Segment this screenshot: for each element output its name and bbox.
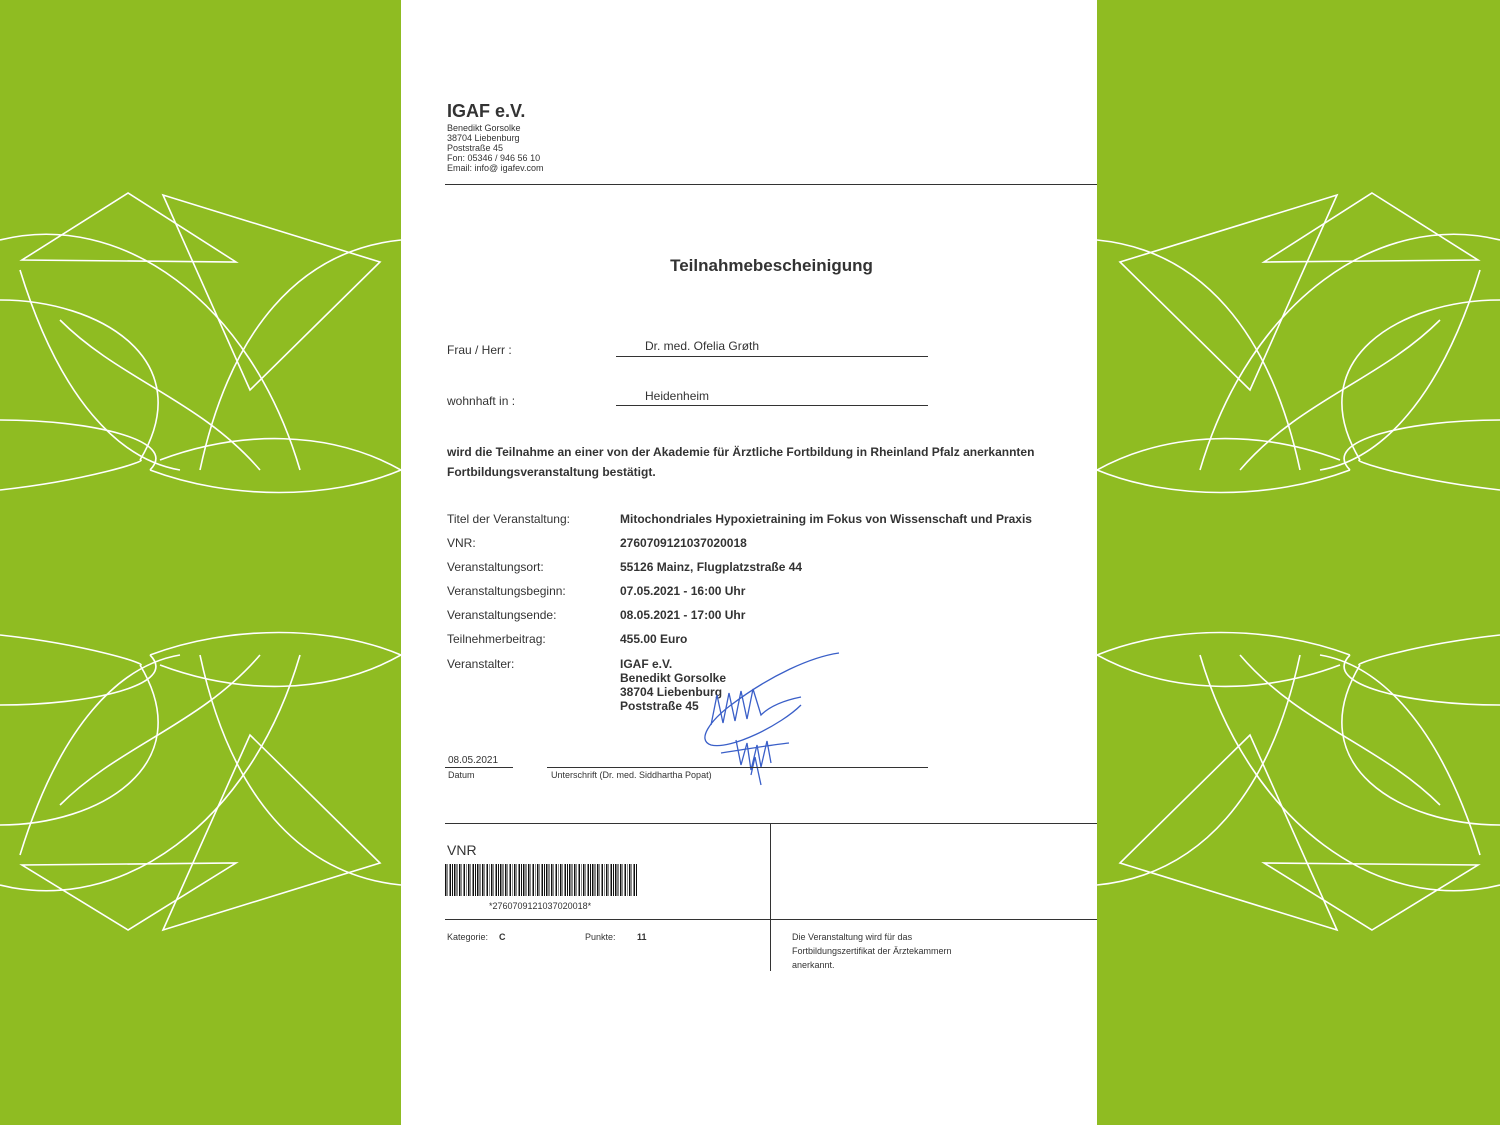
host-line: 38704 Liebenburg <box>620 685 723 699</box>
signature-label: Unterschrift (Dr. med. Siddhartha Popat) <box>551 770 712 780</box>
participant-name: Dr. med. Ofelia Grøth <box>645 339 760 353</box>
vnr-barcode <box>445 864 637 896</box>
recognition-note-line: Die Veranstaltung wird für das <box>792 932 913 942</box>
organizer-address-line: 38704 Liebenburg <box>447 133 520 143</box>
event-start: 07.05.2021 - 16:00 Uhr <box>620 584 746 598</box>
confirmation-statement: wird die Teilnahme an einer von der Akademie für Ärztliche Fortbildung in Rheinland Pfalz anerkannten Fortbildungsveranstaltung bestätigt. <box>447 445 1035 479</box>
handwritten-signature-icon <box>691 645 851 795</box>
event-location: 55126 Mainz, Flugplatzstraße 44 <box>620 560 803 574</box>
event-end: 08.05.2021 - 17:00 Uhr <box>620 608 746 622</box>
detail-label: Teilnehmerbeitrag: <box>447 632 546 646</box>
ornament-pattern-left <box>0 0 401 1125</box>
footer-top-divider <box>445 823 1097 824</box>
signature-underline <box>547 767 928 768</box>
signature-date: 08.05.2021 <box>448 755 499 766</box>
host-line: Poststraße 45 <box>620 699 699 713</box>
header-divider <box>445 184 1097 185</box>
date-underline <box>445 767 513 768</box>
barcode-text: *2760709121037020018* <box>489 901 592 911</box>
host-line: Benedikt Gorsolke <box>620 671 727 685</box>
points-label: Punkte: <box>585 932 616 942</box>
name-underline <box>616 356 928 357</box>
organizer-email: Email: info@ igafev.com <box>447 163 544 173</box>
footer-middle-divider <box>445 919 1097 920</box>
detail-label: Titel der Veranstaltung: <box>447 512 570 526</box>
name-label: Frau / Herr : <box>447 343 512 357</box>
certificate-document <box>401 0 1097 1125</box>
category-value: C <box>499 932 506 942</box>
event-title: Mitochondriales Hypoxietraining im Fokus von Wissenschaft und Praxis <box>620 512 1032 526</box>
left-decorative-panel <box>0 0 401 1125</box>
event-vnr: 2760709121037020018 <box>620 536 747 550</box>
points-value: 11 <box>637 932 647 942</box>
residence-underline <box>616 405 928 406</box>
detail-label: Veranstaltungsort: <box>447 560 544 574</box>
organizer-phone: Fon: 05346 / 946 56 10 <box>447 153 541 163</box>
participant-residence: Heidenheim <box>645 389 710 403</box>
document-title: Teilnahmebescheinigung <box>670 256 873 275</box>
residence-label: wohnhaft in : <box>447 394 516 408</box>
detail-label: Veranstaltungsende: <box>447 608 557 622</box>
organizer-address-line: Poststraße 45 <box>447 143 504 153</box>
recognition-note-line: anerkannt. <box>792 960 835 970</box>
organizer-name: IGAF e.V. <box>447 101 526 121</box>
event-fee: 455.00 Euro <box>620 632 688 646</box>
detail-label: VNR: <box>447 536 476 550</box>
footer-vnr-label: VNR <box>447 842 477 858</box>
host-label: Veranstalter: <box>447 657 515 671</box>
date-label: Datum <box>448 770 475 780</box>
detail-label: Veranstaltungsbeginn: <box>447 584 566 598</box>
footer-vertical-divider <box>770 823 771 971</box>
category-label: Kategorie: <box>447 932 489 942</box>
ornament-pattern-right <box>1097 0 1500 1125</box>
host-line: IGAF e.V. <box>620 657 673 671</box>
organizer-address-line: Benedikt Gorsolke <box>447 123 521 133</box>
recognition-note-line: Fortbildungszertifikat der Ärztekammern <box>792 946 952 956</box>
right-decorative-panel <box>1097 0 1500 1125</box>
